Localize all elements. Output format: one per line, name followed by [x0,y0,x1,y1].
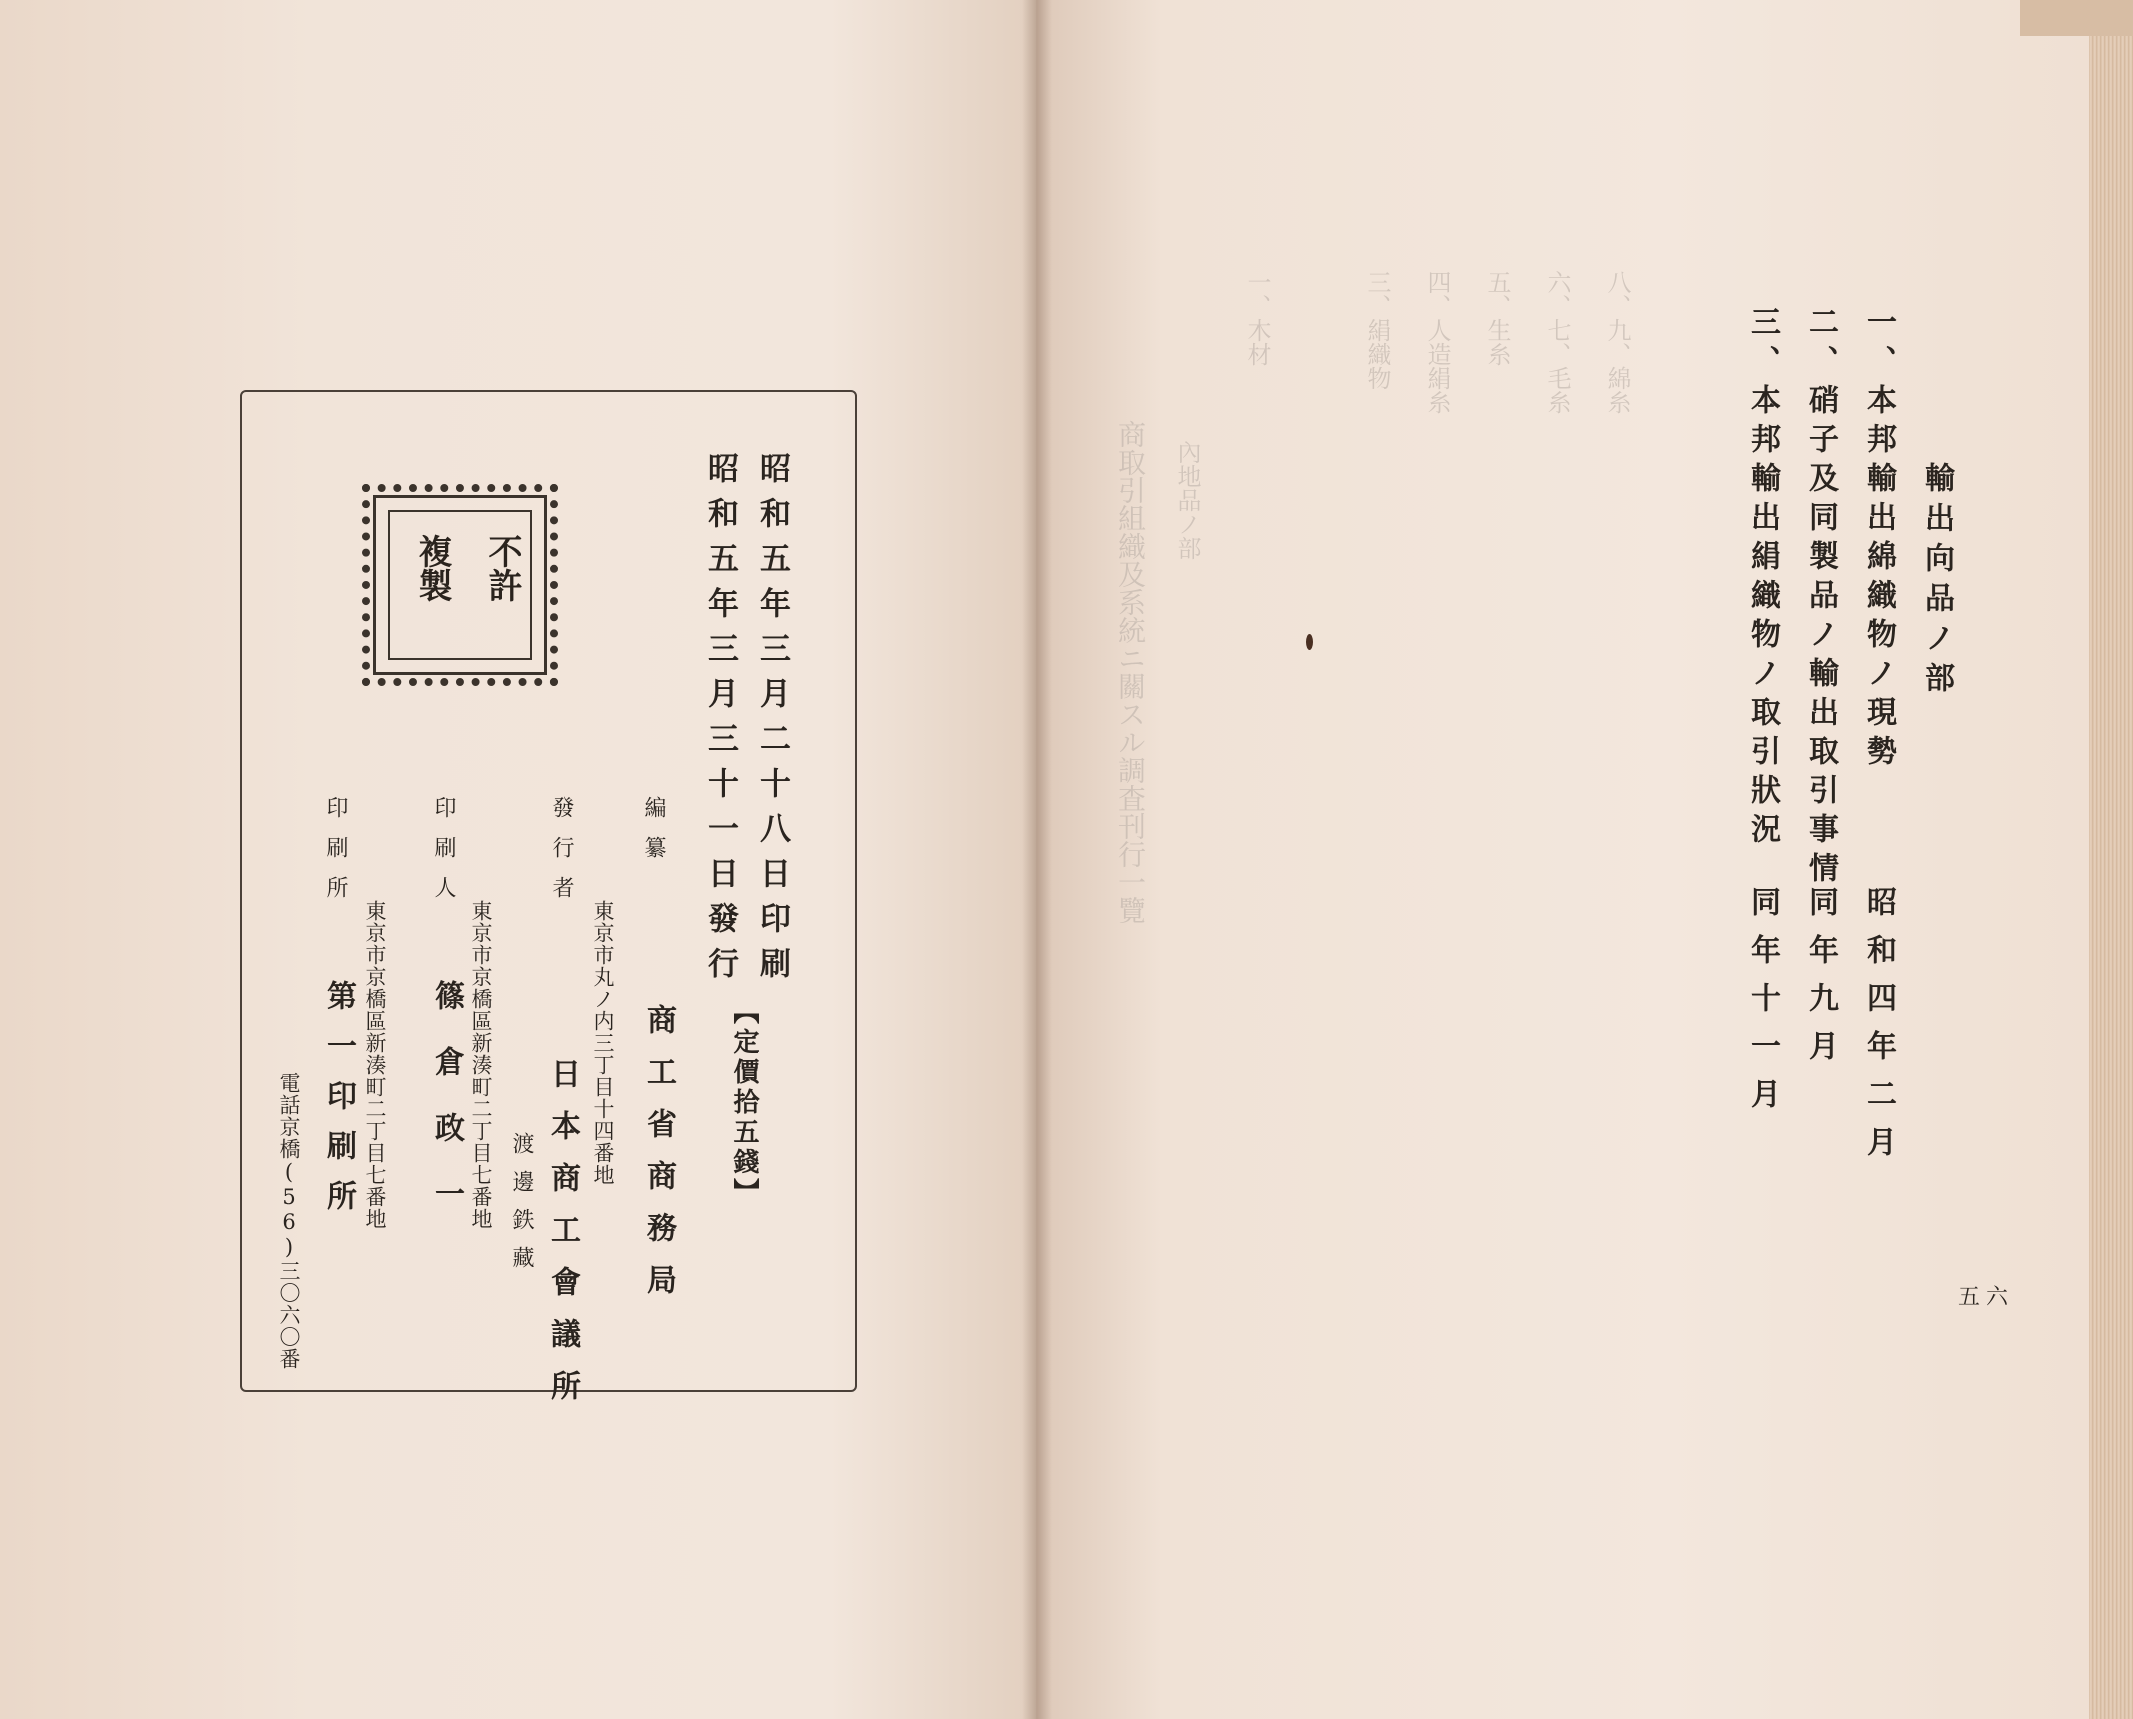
section-title: 輸出向品ノ部 [1919,462,1954,702]
printer-address: 東京市京橋區新湊町二丁目七番地 [469,900,493,1230]
printer-name: 篠倉政一 [429,980,464,1244]
editor-name: 商工省商務局 [641,1004,676,1316]
price-label: 【定價拾五錢】 [729,998,759,1208]
show-through-text: 內地品ノ部 [1173,440,1201,560]
print-shop-phone: 電話京橋(56)三〇六〇番 [277,1072,301,1370]
show-through-text: 六、七、毛糸 [1543,270,1571,414]
page-edges-top [2020,0,2133,36]
show-through-text: 八、九、綿糸 [1603,270,1631,414]
print-shop-address: 東京市京橋區新湊町二丁目七番地 [363,900,387,1230]
right-page [1036,0,2089,1719]
ink-spot [1306,634,1313,650]
print-shop-role: 印刷所 [323,796,348,916]
publisher-name: 日本商工會議所 [545,1058,580,1422]
editor-address: 東京市丸ノ内三丁目十四番地 [591,900,615,1186]
page-number: 五六 [1958,1285,2015,1310]
show-through-text: 五、生糸 [1483,270,1511,366]
show-through-text: 三、絹織物 [1363,270,1391,390]
print-date: 昭和五年三月二十八日印刷 [754,452,790,992]
book-gutter [1022,0,1052,1719]
show-through-text: 四、人造絹糸 [1423,270,1451,414]
list-item-title: 二、硝子及同製品ノ輸出取引事情 [1803,306,1838,891]
copyright-stamp [362,484,558,686]
show-through-text: 商取引組織及系統ニ關スル調査刊行一覽 [1114,420,1147,924]
stamp-text-right: 不許 [482,534,522,602]
publisher-role: 發行者 [549,796,574,916]
print-shop-name: 第一印刷所 [321,980,356,1230]
list-item-date: 同年九月 [1803,886,1838,1078]
page-edges [2089,0,2133,1719]
issue-date: 昭和五年三月三十一日發行 [702,452,738,992]
stamp-text-left: 複製 [412,534,452,602]
list-item-title: 三、本邦輸出絹織物ノ取引狀況 [1745,306,1780,852]
publisher-representative: 渡邊鉄藏 [509,1132,534,1284]
show-through-text: 一、木材 [1243,270,1271,366]
list-item-date: 昭和四年二月 [1861,886,1896,1174]
editor-role: 編纂 [641,796,666,876]
printer-role: 印刷人 [431,796,456,916]
list-item-date: 同年十一月 [1745,886,1780,1126]
list-item-title: 一、本邦輸出綿織物ノ現勢 [1861,306,1896,774]
